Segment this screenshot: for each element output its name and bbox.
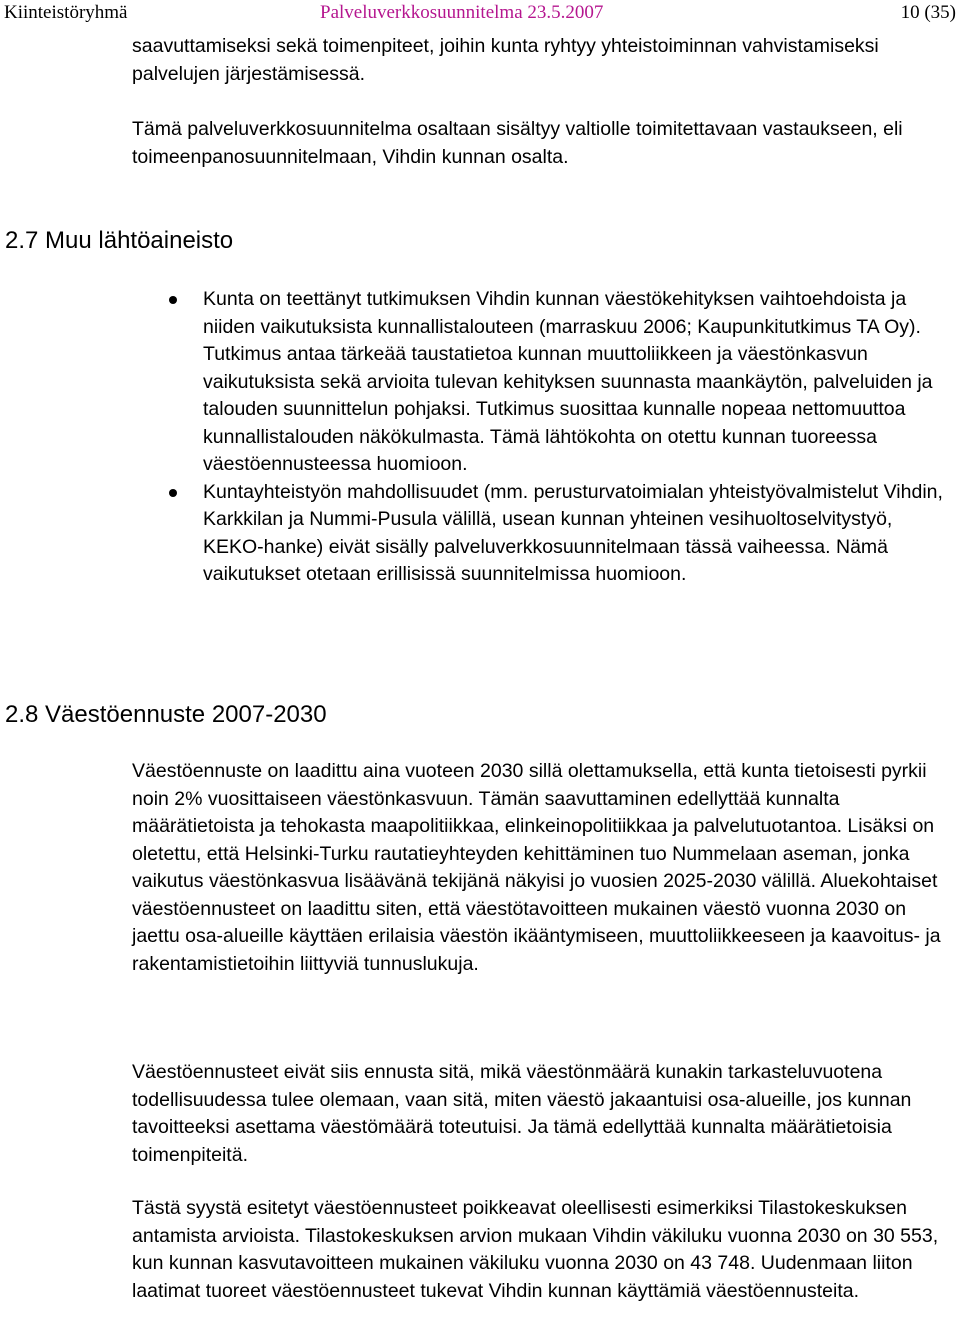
section-2-8-paragraph: Väestöennuste on laadittu aina vuoteen 2030 sillä olettamuksella, että kunta tietoisesti pyrkii noin 2% vuosittaiseen väestönkasvuun. Tämän saavuttaminen edellyttää kunnalta määrätietoista ja tehokasta maapolitiikkaa, elinkeinopolitiikkaa ja palvelutuotantoa. Lisäksi on oletettu, että Helsinki-Turku rautatieyhteyden kehittäminen tuo Nummelaan aseman, jonka vaikutus väestönkasvua lisäävänä tekijänä näkyisi jo vuosien 2025-2030 välillä. Aluekohtaiset väestöennusteet on laadittu siten, että väestötavoitteen mukainen väestö vuonna 2030 on jaettu osa-alueille käyttäen erilaisia väestön ikääntymiseen, muuttoliikkeeseen ja kaavoitus- ja rakentamistietoihin liittyviä tunnuslukuja.	[132, 760, 941, 975]
list-item-text: Kunta on teettänyt tutkimuksen Vihdin kunnan väestökehityksen vaihtoehdoista ja niiden vaikutuksista kunnallistalouteen (marraskuu 2006; Kaupunkitutkimus TA Oy). Tutkimus antaa tärkeää taustatietoa kunnan muuttoliikkeen ja väestönkasvun vaikutuksista sekä arvioita tulevan kehityksen suunnasta maankäytön, palveluiden ja talouden suunnittelun pohjaksi. Tutkimus suosittaa kunnalle nopeaa nettomuuttoa kunnallistalouden näkökulmasta. Tämä lähtökohta on otettu kunnan tuoreessa väestöennusteessa huomioon.	[203, 288, 933, 475]
section-2-8-paragraph: Väestöennusteet eivät siis ennusta sitä, mikä väestönmäärä kunakin tarkasteluvuotena todellisuudessa tulee olemaan, vaan sitä, miten väestö jakaantuisi osa-alueille, jos kunnan tavoitteeksi asettama väestömäärä toteutuisi. Ja tämä edellyttää kunnalta määrätietoisia toimenpiteitä.	[132, 1061, 912, 1166]
section-2-8-paragraph: Tästä syystä esitetyt väestöennusteet poikkeavat oleellisesti esimerkiksi Tilastokeskuksen antamista arvioista. Tilastokeskuksen arvion mukaan Vihdin väkiluku vuonna 2030 on 30 553, kun kunnan kasvutavoitteen mukainen väkiluku vuonna 2030 on 43 748. Uudenmaan liiton laatimat tuoreet väestöennusteet tukevat Vihdin kunnan käyttämiä väestöennusteita.	[132, 1197, 939, 1302]
page-header	[4, 2, 956, 32]
page-number: 10 (35)	[900, 2, 956, 23]
list-item	[203, 479, 943, 589]
intro-continuation: saavuttamiseksi sekä toimenpiteet, joihin kunta ryhtyy yhteistoiminnan vahvistamiseksi palvelujen järjestämisessä.	[132, 35, 879, 85]
list-item-text: Kuntayhteistyön mahdollisuudet (mm. perusturvatoimialan yhteistyövalmistelut Vihdin, Karkkilan ja Nummi-Pusula välillä, usean kunnan yhteinen vesihuoltoselvitystyö, KEKO-hanke) eivät sisälly palveluverkkosuunnitelmaan tässä vaiheessa. Nämä vaikutukset otetaan erillisissä suunnitelmissa huomioon.	[203, 480, 943, 585]
list-item	[203, 286, 943, 479]
section-2-8-heading: 2.8 Väestöennuste 2007-2030	[5, 701, 327, 728]
bullet-icon	[169, 296, 177, 304]
intro-paragraph: Tämä palveluverkkosuunnitelma osaltaan sisältyy valtiolle toimitettavaan vastaukseen, eli toimeenpanosuunnitelmaan, Vihdin kunnan osalta.	[132, 118, 903, 168]
document-title: Palveluverkkosuunnitelma 23.5.2007	[320, 2, 604, 23]
section-2-7-heading: 2.7 Muu lähtöaineisto	[5, 227, 234, 254]
bullet-icon	[169, 489, 177, 497]
section-2-7-bullet-list	[203, 286, 943, 589]
organization-name: Kiinteistöryhmä	[4, 2, 128, 23]
